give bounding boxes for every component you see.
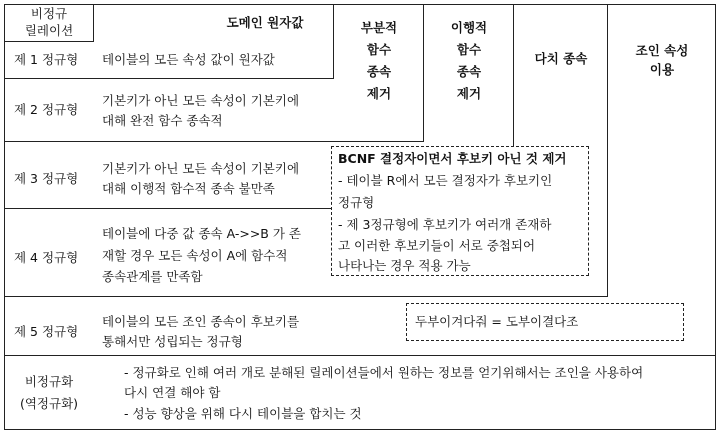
nf2-name: 제 2 정규형 xyxy=(14,102,79,117)
nf4-desc-line2: 재할 경우 모든 속성이 A에 함수적 xyxy=(102,248,288,263)
header-join-1: 조인 속성 xyxy=(635,43,689,58)
nf1-name: 제 1 정규형 xyxy=(14,52,79,67)
nf4-desc-line3: 종속관계를 만족함 xyxy=(102,269,203,284)
header-partial-1: 부분적 xyxy=(360,20,398,35)
header-partial-4: 제거 xyxy=(366,86,392,101)
nf4-desc-line1: 테이블에 다중 값 종속 A->>B 가 존 xyxy=(102,226,301,241)
header-domain-atomic: 도메인 원자값 xyxy=(226,15,304,30)
mnemonic-box xyxy=(406,303,684,341)
bcnf-line5: 나타나는 경우 적용 가능 xyxy=(338,258,471,273)
bcnf-line2: 정규형 xyxy=(338,195,375,210)
bcnf-line4: 고 이러한 후보키들이 서로 중첩되어 xyxy=(338,238,536,253)
denorm-line3: - 성능 향상을 위해 다시 테이블을 합치는 것 xyxy=(124,406,362,421)
mnemonic-text: 두부이겨다줘 = 도부이결다조 xyxy=(415,314,579,329)
denorm-label-line1: 비정규화 xyxy=(24,374,74,389)
nf5-name: 제 5 정규형 xyxy=(14,324,79,339)
header-partial-2: 함수 xyxy=(366,42,392,57)
bcnf-title: BCNF 결정자이면서 후보키 아닌 것 제거 xyxy=(338,151,567,166)
nf3-desc-line1: 기본키가 아닌 모든 속성이 기본키에 xyxy=(102,161,300,176)
corner-label-line1: 비정규 xyxy=(30,6,68,21)
header-partial-3: 종속 xyxy=(366,64,392,79)
header-transitive-1: 이행적 xyxy=(450,20,488,35)
denorm-line2: 다시 연결 해야 함 xyxy=(124,385,221,400)
nf5-desc-line2: 통해서만 성립되는 정규형 xyxy=(102,334,243,349)
bcnf-line1: - 테이블 R에서 모든 결정자가 후보키인 xyxy=(338,173,553,188)
header-transitive-2: 함수 xyxy=(456,42,482,57)
corner-label-line2: 릴레이션 xyxy=(24,23,74,38)
nf4-name: 제 4 정규형 xyxy=(14,250,79,265)
nf3-desc-line2: 대해 이행적 함수적 종속 불만족 xyxy=(102,181,275,196)
denorm-label-line2: (역정규화) xyxy=(19,396,79,411)
header-transitive-3: 종속 xyxy=(456,64,482,79)
nf3-name: 제 3 정규형 xyxy=(14,171,79,186)
nf5-desc-line1: 테이블의 모든 조인 종속이 후보키를 xyxy=(102,314,300,329)
denorm-line1: - 정규화로 인해 여러 개로 분해된 릴레이션들에서 원하는 정보를 얻기위해서는 조인을 사용하여 xyxy=(124,365,644,380)
header-transitive-4: 제거 xyxy=(456,86,482,101)
header-join-2: 이용 xyxy=(649,62,675,77)
nf2-desc-line1: 기본키가 아닌 모든 속성이 기본키에 xyxy=(102,93,300,108)
nf2-desc-line2: 대해 완전 함수 종속적 xyxy=(102,113,223,128)
bcnf-line3: - 제 3정규형에 후보키가 여러개 존재하 xyxy=(338,217,552,232)
header-multivalued: 다치 종속 xyxy=(534,51,588,66)
bcnf-box xyxy=(331,146,589,276)
nf1-desc-line1: 테이블의 모든 속성 값이 원자값 xyxy=(102,52,275,67)
